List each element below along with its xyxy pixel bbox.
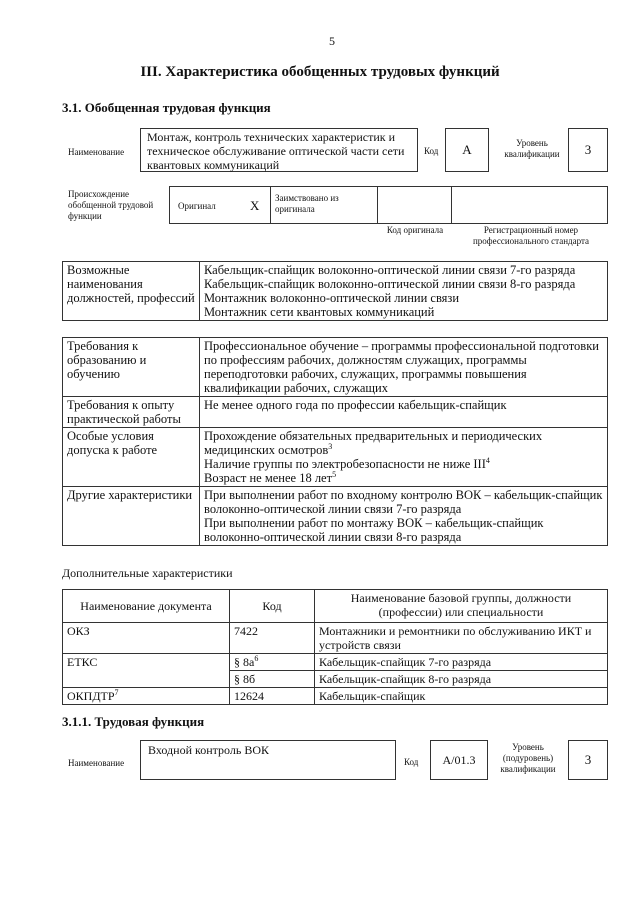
table-row: [63, 688, 608, 705]
conditions-label: Особые условия допуска к работе: [63, 428, 200, 487]
tf-code-text: A/01.3: [442, 753, 476, 767]
position-item: Кабельщик-спайщик волоконно-оптической линии связи 8-го разряда: [204, 277, 576, 291]
otf-code-text: A: [462, 142, 472, 157]
group-cell: Кабельщик-спайщик: [315, 688, 608, 705]
group-cell: Кабельщик-спайщик 8-го разряда: [315, 671, 608, 688]
education-label: Требования к образованию и обучению: [63, 338, 200, 397]
tf-level-text: 3: [584, 752, 592, 767]
positions-list: [200, 262, 608, 321]
code-cell: 12624: [230, 688, 315, 705]
doc-cell: ОКЗ: [63, 623, 230, 654]
otf-origin-label: Происхождение обобщенной трудовой функции: [68, 189, 154, 221]
col-group-header: Наименование базовой группы, должности (профессии) или специальности: [315, 590, 608, 623]
table-row: [63, 654, 608, 671]
other-value: [200, 487, 608, 546]
doc-cell: ЕТКС: [63, 654, 230, 688]
other-label: Другие характеристики: [63, 487, 200, 546]
otf-code-value: [445, 128, 489, 172]
otf-level-label: Уровень квалификации: [504, 138, 560, 159]
otf-name-value: [140, 128, 418, 172]
additional-table: [62, 589, 608, 705]
tf-code-label: Код: [404, 757, 419, 767]
otf-name-text: Монтаж, контроль технических характеристик и техническое обслуживание оптической части сети квантовых коммуникаций: [147, 130, 405, 172]
conditions-line: Возраст не менее 18 лет$^5$: [204, 469, 337, 485]
tf-name-text: Входной контроль ВОК: [148, 743, 270, 757]
origin-borrowed-label: Заимствовано из оригинала: [275, 193, 339, 214]
otf-name-label: Наименование: [68, 147, 125, 157]
otf-heading: 3.1. Обобщенная трудовая функция: [62, 100, 271, 115]
col-code-header: Код: [230, 590, 315, 623]
tf-name-value: [140, 740, 396, 780]
group-cell: Монтажники и ремонтники по обслуживанию ИКТ и устройств связи: [315, 623, 608, 654]
origin-code-caption: Код оригинала: [386, 225, 444, 235]
origin-reg-cell: [451, 186, 608, 224]
positions-label: Возможные наименования должностей, профессий: [63, 262, 200, 321]
origin-original-label: Оригинал: [178, 201, 216, 211]
requirements-table: [62, 337, 608, 546]
section-title: III. Характеристика обобщенных трудовых функций: [140, 64, 500, 80]
experience-value: Не менее одного года по профессии кабельщик-спайщик: [200, 397, 608, 428]
education-value: Профессиональное обучение – программы профессиональной подготовки по профессиям рабочих, должностям служащих, программы переподготовки рабочих, служащих, программы повышения квалификации рабочих, служащих: [200, 338, 608, 397]
otf-level-value: [568, 128, 608, 172]
position-item: Монтажник волоконно-оптической линии связи: [204, 291, 460, 305]
position-item: Кабельщик-спайщик волоконно-оптической линии связи 7-го разряда: [204, 263, 576, 277]
otf-level-text: 3: [584, 142, 592, 157]
tf-level-value: [568, 740, 608, 780]
origin-original-mark: X: [250, 198, 260, 213]
tf-name-label: Наименование: [68, 758, 125, 768]
table-row: [63, 623, 608, 654]
conditions-value: [200, 428, 608, 487]
col-doc-header: Наименование документа: [63, 590, 230, 623]
position-item: Монтажник сети квантовых коммуникаций: [204, 305, 435, 319]
tf-heading: 3.1.1. Трудовая функция: [62, 714, 205, 729]
tf-level-label: Уровень (подуровень) квалификации: [500, 742, 556, 774]
positions-table: [62, 261, 608, 321]
origin-reg-caption: Регистрационный номер профессионального стандарта: [472, 225, 590, 246]
code-cell: § $8а^6$: [230, 654, 315, 671]
conditions-line: Наличие группы по электробезопасности не ниже III$^4$: [204, 455, 490, 471]
other-line: При выполнении работ по входному контролю ВОК – кабельщик-спайщик волоконно-оптической линии связи 7-го разряда: [204, 488, 603, 516]
code-cell: § 8б: [230, 671, 315, 688]
origin-code-cell: [377, 186, 452, 224]
doc-cell: ОКПДТР$^7$: [63, 688, 230, 705]
additional-heading: Дополнительные характеристики: [62, 566, 233, 580]
origin-original-cell: [169, 186, 271, 224]
tf-code-value: [430, 740, 488, 780]
code-cell: 7422: [230, 623, 315, 654]
page-number: 5: [329, 34, 335, 48]
experience-label: Требования к опыту практической работы: [63, 397, 200, 428]
group-cell: Кабельщик-спайщик 7-го разряда: [315, 654, 608, 671]
otf-code-label: Код: [424, 146, 439, 156]
origin-borrowed-cell: [270, 186, 378, 224]
other-line: При выполнении работ по монтажу ВОК – кабельщик-спайщик волоконно-оптической линии связи 8-го разряда: [204, 516, 544, 544]
conditions-line: Прохождение обязательных предварительных и периодических медицинских осмотров$^3$: [204, 429, 543, 457]
